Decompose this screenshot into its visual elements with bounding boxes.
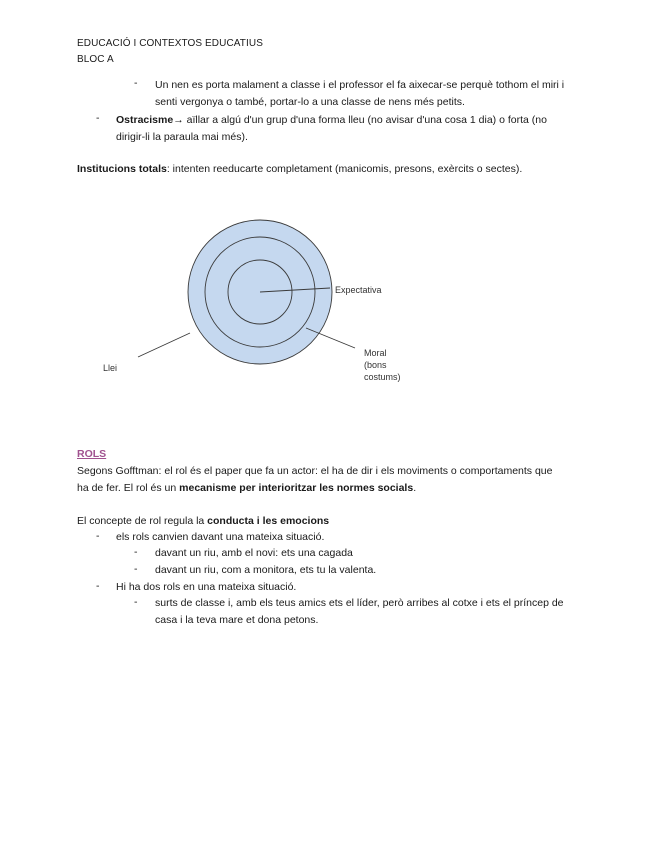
rols-paragraph-line-2 [77,481,416,495]
ostracisme-line [116,113,547,127]
rols-paragraph-line: Segons Gofftman: el rol és el paper que fa un actor: el ha de dir i els moviments o comportaments que [77,465,553,477]
sub-bullet-dash: - [134,563,138,575]
label-llei: Llei [103,363,118,373]
label-expectativa: Expectativa [335,285,382,295]
sub-list-item: davant un riu, amb el novi: ets una cagada [155,547,353,559]
institutions-text: : intenten reeducarte completament (manicomis, presons, exèrcits o sectes). [166,163,523,175]
ostracisme-term: Ostracisme [116,114,174,126]
concept-bold-text: conducta i les emocions [207,515,330,527]
sub-bullet-dash: - [134,546,138,558]
rols-heading: ROLS [77,448,107,460]
concentric-circles-diagram [95,215,401,395]
list-item: Hi ha dos rols en una mateixa situació. [116,581,297,593]
institutions-term: Institucions totals [77,163,167,175]
concept-text: El concepte de rol regula la [77,515,208,527]
sub-list-item-2: casa i la teva mare et dona petons. [155,614,319,626]
label-moral-2: (bons [364,360,387,370]
rols-text-end: . [413,482,417,494]
sub-list-item: davant un riu, com a monitora, ets tu la valenta. [155,564,377,576]
institutions-paragraph [77,162,522,176]
document-subtitle: BLOC A [77,54,114,65]
bullet-dash: - [134,77,138,89]
ostracisme-definition: → aïllar a algú d'un grup d'una forma lleu (no avisar d'una cosa 1 dia) o forta (no [173,114,547,126]
rols-text: ha de fer. El rol és un [77,482,180,494]
sub-list-item: surts de classe i, amb els teus amics ets el líder, però arribes al cotxe i ets el príncep de [155,597,564,609]
bullet-text: senti vergonya o també, portar-lo a una classe de nens més petits. [155,96,465,108]
ostracisme-line-2: dirigir-li la paraula mai més). [116,131,248,143]
bullet-dash: - [96,580,100,592]
list-item: els rols canvien davant una mateixa situació. [116,531,325,543]
sub-bullet-dash: - [134,596,138,608]
label-moral: Moral [364,348,387,358]
label-moral-3: costums) [364,372,401,382]
bullet-text: Un nen es porta malament a classe i el professor el fa aixecar-se perquè tothom el miri i [155,79,565,91]
bullet-dash: - [96,530,100,542]
bullet-dash: - [96,112,100,124]
rols-bold-text: mecanisme per interioritzar les normes socials [179,482,414,494]
concept-paragraph [77,514,329,528]
pointer-llei [138,333,190,357]
document-title: EDUCACIÓ I CONTEXTOS EDUCATIUS [77,38,263,49]
